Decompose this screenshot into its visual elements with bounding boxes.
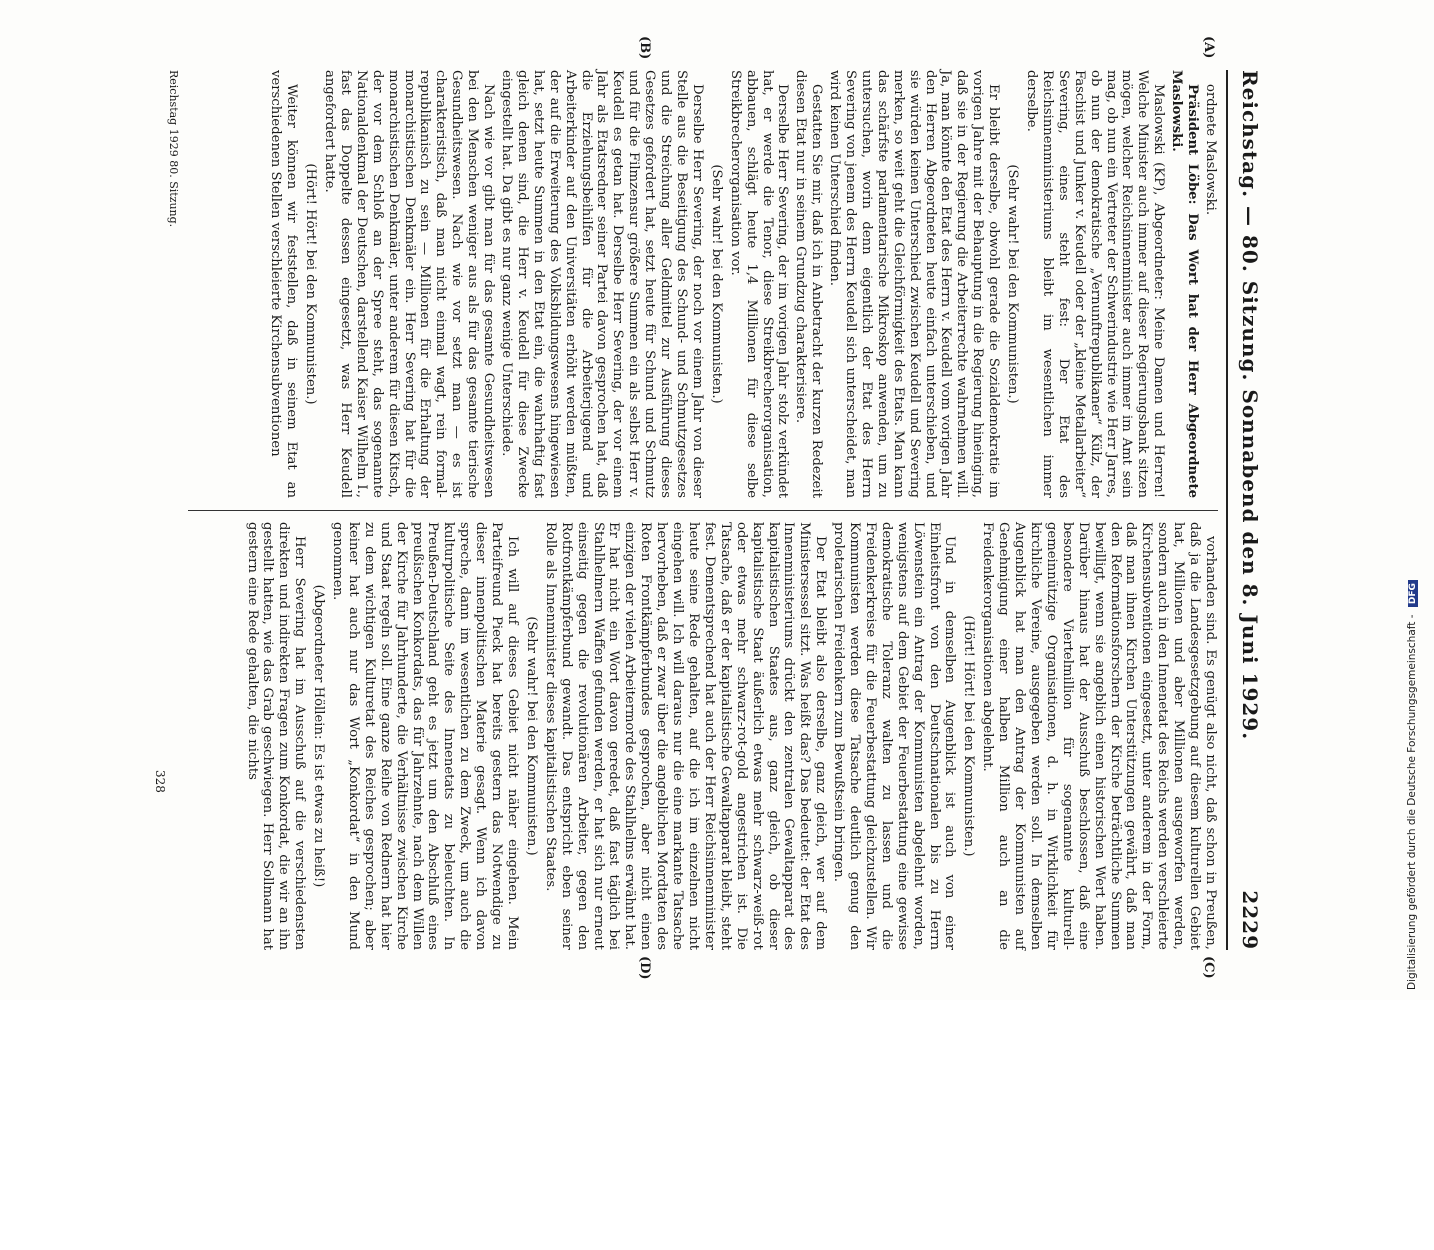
interjection: (Sehr wahr! bei den Kommunisten.): [1005, 164, 1021, 404]
paragraph: Gestatten Sie mir, daß ich in Anbetracht der kurzen Redezeit diesen Etat nur in seinem Grundzug charakterisiere.: [793, 70, 825, 498]
text-column-right: [242, 522, 1218, 950]
paragraph: Ich will auf dieses Gebiet nicht näher eingehen. Mein Parteifreund Pieck hat bereits gestern das Notwendige zu dieser innenpolitischen Materie gesagt. Wenn ich davon spreche, dann im wesentlichen zu dem Zweck, um auch die kulturpolitische Seite des Innenetats zu beleuchten. In Preußen-Deutschland geht es jetzt um den Abschluß eines preußischen Konkordats, das für Jahrzehnte, nach dem Willen der Kirche für Jahrhunderte, die Verhältnisse zwischen Kirche und Staat regeln soll. Eine ganze Reihe von Rednern hat hier zu dem wichtigen Kulturetat des Reiches gesprochen; aber keiner hat auch nur das Wort „Konkordat“ in den Mund genommen.: [330, 522, 521, 950]
header-page-number: 2229: [1238, 890, 1262, 950]
digitization-credit: [1406, 130, 1424, 990]
paragraph: Der Etat bleibt also derselbe, ganz gleich, wer auf dem Ministersessel sitzt. Was heißt das? Das bedeutet: der Etat des Innenministeriums drückt den zentralen Gewaltapparat des kapitalistischen Staates aus, ganz gleich, ob dieser kapitalistische Staat äußerlich etwas mehr schwarz-weiß-rot oder etwas mehr schwarz-rot-gold angestrichen ist. Die Tatsache, daß er der kapitalistische Gewaltapparat bleibt, steht fest. Dementsprechend hat auch der Herr Reichsinnenminister heute seine Rede gehalten, auf die ich im einzelnen nicht eingehen will. Ich will daraus nur die eine markante Tatsache hervorheben, daß er zwar über die angeblichen Mordtaten des Roten Frontkämpferbundes gesprochen, aber nicht einen einzigen der vielen Arbeitermorde des Stahlhelms erwähnt hat. Er hat nicht ein Wort davon geredet, daß fast täglich bei Stahlhelmern Waffen gefunden werden, er hat sich nur erneut einseitig gegen die revolutionären Arbeiter, gegen den Rotfrontkämpferbund gewandt. Das entspricht eben seiner Rolle als Innenminister dieses kapitalistischen Staates.: [542, 522, 829, 950]
column-divider: [188, 510, 1218, 511]
margin-marker-d: (D): [637, 956, 652, 980]
margin-marker-b: (B): [637, 36, 652, 60]
paragraph: Derselbe Herr Severing, der im vorigen Jahr stolz verkündet hat, er werde die Tenor, diese Streikbrecherorganisation, abbauen, schlägt heute 1,4 Millionen für diese selbe Streikbrecherorganisation vor.: [727, 70, 791, 498]
paragraph: Maslowski (KP), Abgeordneter: Meine Damen und Herren! Welche Minister auch immer auf dieser Regierungsbank sitzen mögen, welcher Reichsinnenminister auch immer im Amt sein mag, ob nun ein Vertreter der Schwerindustrie wie Herr Jarres, ob nun der demokratische „Vernunftrepublikaner“ Külz, der Faschist und Junker v. Keudell oder der „kleine Metallarbeiter“ Severing, eines steht fest: Der Etat des Reichsinnenministeriums bleibt im wesentlichen immer derselbe.: [1024, 70, 1167, 498]
interjection: (Sehr wahr! bei den Kommunisten.): [708, 164, 724, 404]
header-title: Reichstag. — 80. Sitzung. Sonnabend den 8. Juni 1929.: [1238, 70, 1262, 741]
paragraph: Präsident Löbe: Das Wort hat der Herr Abgeordnete Maslowski.: [1169, 70, 1201, 498]
interjection: (Hört! Hört! bei den Kommunisten.): [961, 615, 977, 857]
interjection: (Hört! Hört! bei den Kommunisten.): [303, 163, 319, 405]
page-header: [1234, 70, 1262, 950]
interjection: (Abgeordneter Höllein: Es ist etwas zu heiß!): [311, 584, 327, 888]
paragraph: Weiter können wir feststellen, daß in seinem Etat an verschiedenen Stellen verschleierte Kirchensubventionen: [268, 70, 300, 498]
bottom-page-number: 328: [153, 770, 167, 793]
paragraph: Er bleibt derselbe, obwohl gerade die Sozialdemokratie im vorigen Jahre mit der Behauptung in die Regierung hineinging, daß sie in der Regierung die Arbeiterrechte wahrnehmen will. Ja, man könnte den Etat des Herrn v. Keudell vom vorigen Jahr den Herren Abgeordneten heute einfach unterschieben, und sie würden keinen Unterschied zwischen Keudell und Severing merken, so weit geht die Gleichförmigkeit des Etats. Man kann das schärfste parlamentarische Mikroskop anwenden, um zu untersuchen, worin denn eigentlich der Etat des Herrn Severing von jenem des Herrn Keudell sich unterscheidet, man wird keinen Unterschied finden.: [827, 70, 1002, 498]
credit-text: Digitalisierung gefördert durch die Deutsche Forschungsgemeinschaft -: [1406, 614, 1418, 990]
interjection: (Sehr wahr! bei den Kommunisten.): [523, 616, 539, 856]
header-rule: [1226, 70, 1228, 950]
text-column-left: [265, 70, 1218, 498]
rotated-page-content: [82, 36, 1262, 1250]
paragraph: ordnete Maslowski.: [1203, 84, 1218, 216]
paragraph: vorhanden sind. Es genügt also nicht, daß schon in Preußen, daß ja die Landesgesetzgebung auf diesem kulturellen Gebiet hat, Millionen und aber Millionen ausgeworfen werden, sondern auch in den Innenetat des Reichs werden verschleierte Kirchensubventionen eingesetzt, unter anderem in der Form, daß man ihnen Kirchen Unterstützungen gewährt, daß man den Reformationsforschern der Kirche beträchtliche Summen bewilligt, wenn sie angeblich einen historischen Wert haben. Darüber hinaus hat der Ausschuß beschlossen, daß eine besondere Viertelmillion für sogenannte kulturell-gemeinnützige Organisationen, d. h. in Wirklichkeit für kirchliche Vereine, ausgegeben werden soll. In demselben Augenblick hat man den Antrag der Kommunisten auf Genehmigung einer halben Million auch an die Freidenkerorganisationen abgelehnt.: [980, 522, 1218, 950]
page-footer: Reichstag 1929 80. Sitzung.: [167, 70, 180, 228]
margin-marker-c: (C): [1201, 956, 1216, 979]
margin-marker-a: (A): [1201, 36, 1216, 59]
paragraph: Derselbe Herr Severing, der noch vor einem Jahr von dieser Stelle aus die Beseitigung des Schund- und Schmutzgesetzes und die Streichung aller Geldmittel zur Ausführung dieses Gesetzes gefordert hat, setzt heute für Schund und Schmutz und für die Filmzensur größere Summen ein als selbst Herr v. Keudell es getan hat. Derselbe Herr Severing, der vor einem Jahr als Etatsredner seiner Partei davon gesprochen hat, daß die Erziehungsbeihilfen für die Arbeiterjugend und Arbeiterkinder auf den Universitäten erhöht werden müßten, der auf die Erweiterung des Volksbildungswesens hingewiesen hat, setzt heute Summen in den Etat ein, die wahrhaftig fast gleich denen sind, die Herr v. Keudell für diese Zwecke eingestellt hat. Da gibt es nur ganz wenige Unterschiede.: [499, 70, 705, 498]
paragraph: Nach wie vor gibt man für das gesamte Gesundheitswesen bei den Menschen weniger aus als für das gesamte tierische Gesundheitswesen. Nach wie vor setzt man — es ist charakteristisch, daß man nicht einmal wagt, rein formal-republikanisch zu sein — Millionen für die Erhaltung der monarchistischen Denkmäler ein. Herr Severing hat für die monarchistischen Denkmäler, unter anderem für diesen Kitsch, der vor dem Schloß an der Spree steht, das sogenannte Nationaldenkmal der Deutschen, darstellend Kaiser Wilhelm I., fast das Doppelte dessen eingesetzt, was Herr Keudell angefordert hatte.: [322, 70, 497, 498]
paragraph: Und in demselben Augenblick ist auch von einer Einheitsfront von den Deutschnationalen bis zu Herrn Löwenstein ein Antrag der Kommunisten abgelehnt worden, wenigstens auf dem Gebiet der Feuerbestattung eine gewisse demokratische Toleranz walten zu lassen und die Freidenkerkreise für die Feuerbestattung gleichzustellen. Wir Kommunisten werden diese Tatsache deutlich genug den proletarischen Freidenkern zum Bewußtsein bringen.: [831, 522, 958, 950]
dfg-logo: DFG: [1408, 580, 1418, 607]
paragraph: Herr Severing hat im Ausschuß auf die verschiedensten direkten und indirekten Fragen zum Konkordat, die wir an ihn gestellt hatten, wie das Grab geschwiegen. Herr Sollmann hat gestern eine Rede gehalten, die nichts: [244, 522, 308, 950]
